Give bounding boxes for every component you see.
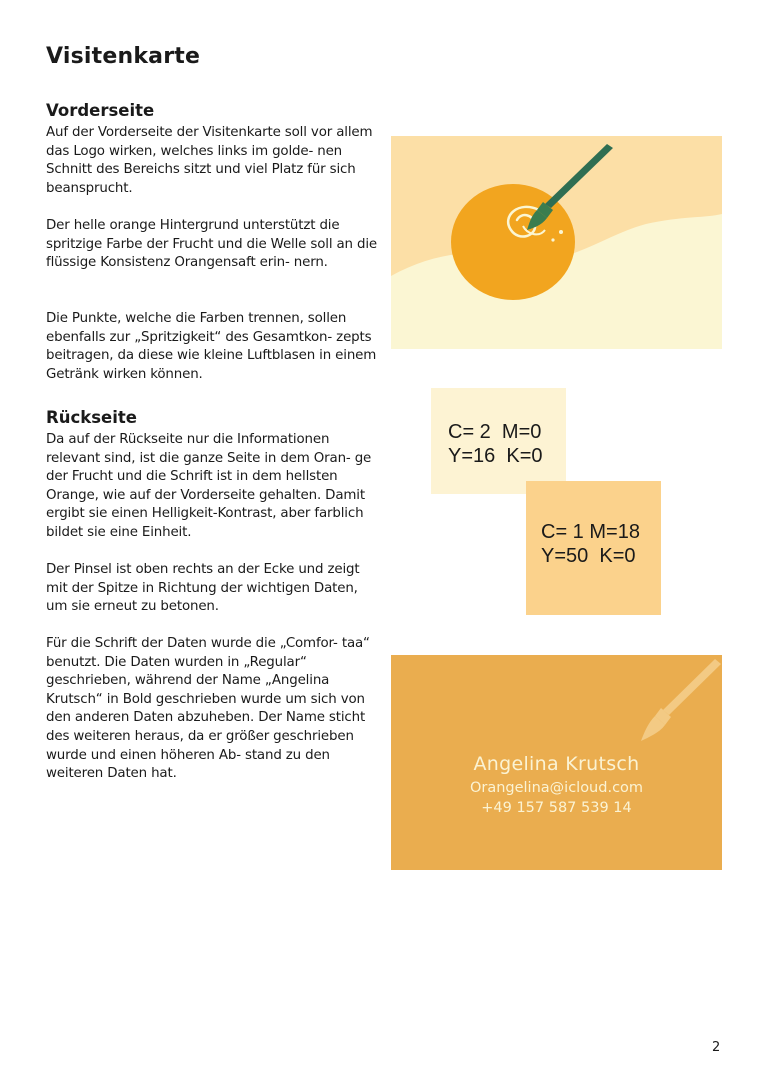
front-card [391, 136, 722, 349]
paragraph-front-3: Die Punkte, welche die Farben trennen, sollen ebenfalls zur „Spritzigkeit“ des Gesamtkon- zepts beitragen, da diese wie kleine Luftblasen in einem Getränk wirken können. [46, 311, 377, 382]
back-card-phone: +49 157 587 539 14 [481, 800, 632, 816]
front-card-artwork [391, 136, 722, 349]
page-number: 2 [712, 1040, 721, 1055]
paragraph-front-2: Der helle orange Hintergrund unterstützt die spritzige Farbe der Frucht und die Welle soll an die flüssige Konsistenz Orangensaft erin- nern. [46, 218, 377, 271]
paintbrush-icon [641, 659, 721, 741]
swatch-light-values: C= 2 M=0 Y=16 K=0 [448, 421, 543, 467]
swatch-dark-values: C= 1 M=18 Y=50 K=0 [541, 521, 640, 567]
back-card-email: Orangelina@icloud.com [469, 780, 644, 796]
heading-rueckseite: Rückseite [46, 408, 137, 427]
paragraph-back-3: Für die Schrift der Daten wurde die „Comfor- taa“ benutzt. Die Daten wurden in „Regular“ geschrieben, während der Name „Angelina Krutsch“ in Bold geschrieben wurde um sich von den anderen Daten abzuheben. Der Name sticht des weiteren heraus, da er größer geschrieben wurde und einen höheren Ab- stand zu den weiteren Daten hat. [46, 636, 370, 782]
back-card-name: Angelina Krutsch [473, 753, 640, 775]
paragraph-back-2: Der Pinsel ist oben rechts an der Ecke und zeigt mit der Spitze in Richtung der wichtigen Daten, um sie erneut zu betonen. [46, 562, 360, 615]
back-card [391, 655, 722, 870]
paragraph-back-1: Da auf der Rückseite nur die Informationen relevant sind, ist die ganze Seite in dem Oran- ge der Frucht und die Schrift ist in dem hellsten Orange, wie auf der Vorderseite gehalten. Damit ergibt sie einen Helligkeit-Kontrast, aber farblich bildet sie eine Einheit. [46, 432, 372, 540]
paragraph-front-1: Auf der Vorderseite der Visitenkarte soll vor allem das Logo wirken, welches links im golde- nen Schnitt des Bereichs sitzt und viel Platz für sich beansprucht. [46, 125, 373, 196]
page-title: Visitenkarte [46, 44, 201, 69]
heading-vorderseite: Vorderseite [46, 101, 155, 120]
